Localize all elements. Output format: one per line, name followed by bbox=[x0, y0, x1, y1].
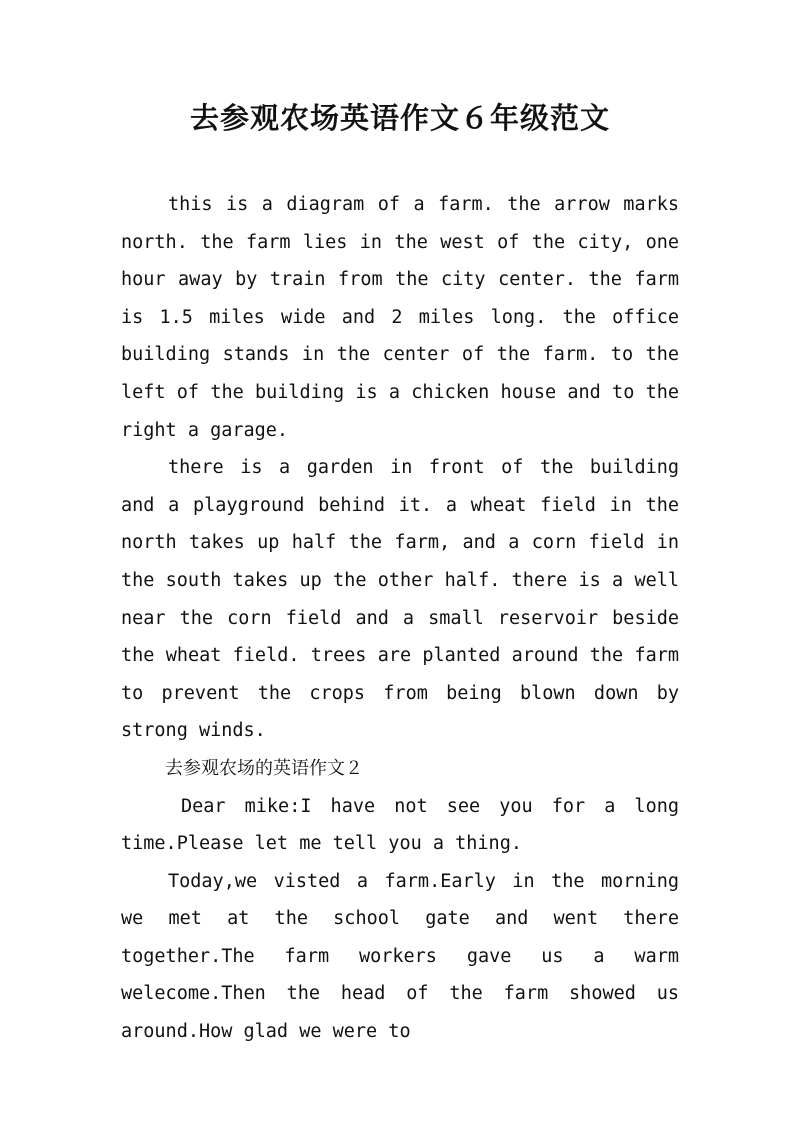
document-body bbox=[121, 186, 679, 1051]
paragraph-4: Today,we visted a farm.Early in the morning we met at the school gate and went there together.The farm workers gave us a warm welecome.Then the head of the farm showed us around.How glad we were to bbox=[121, 870, 679, 1043]
paragraph-1: this is a diagram of a farm. the arrow marks north. the farm lies in the west of the city, one hour away by train from the city center. the farm is 1.5 miles wide and 2 miles long. the office building stands in the center of the farm. to the left of the building is a chicken house and to the right a garage. bbox=[121, 194, 679, 441]
paragraph-2: there is a garden in front of the building and a playground behind it. a wheat field in the north takes up half the farm, and a corn field in the south takes up the other half. there is a well near the corn field and a small reservoir beside the wheat field. trees are planted around the farm to prevent the crops from being blown down by strong winds. bbox=[121, 457, 679, 742]
paragraph-3: Dear mike:I have not see you for a long time.Please let me tell you a thing. bbox=[121, 795, 679, 855]
section-heading-2: 去参观农场的英语作文２ bbox=[165, 757, 363, 779]
document-title: 去参观农场英语作文６年级范文 bbox=[189, 101, 610, 135]
